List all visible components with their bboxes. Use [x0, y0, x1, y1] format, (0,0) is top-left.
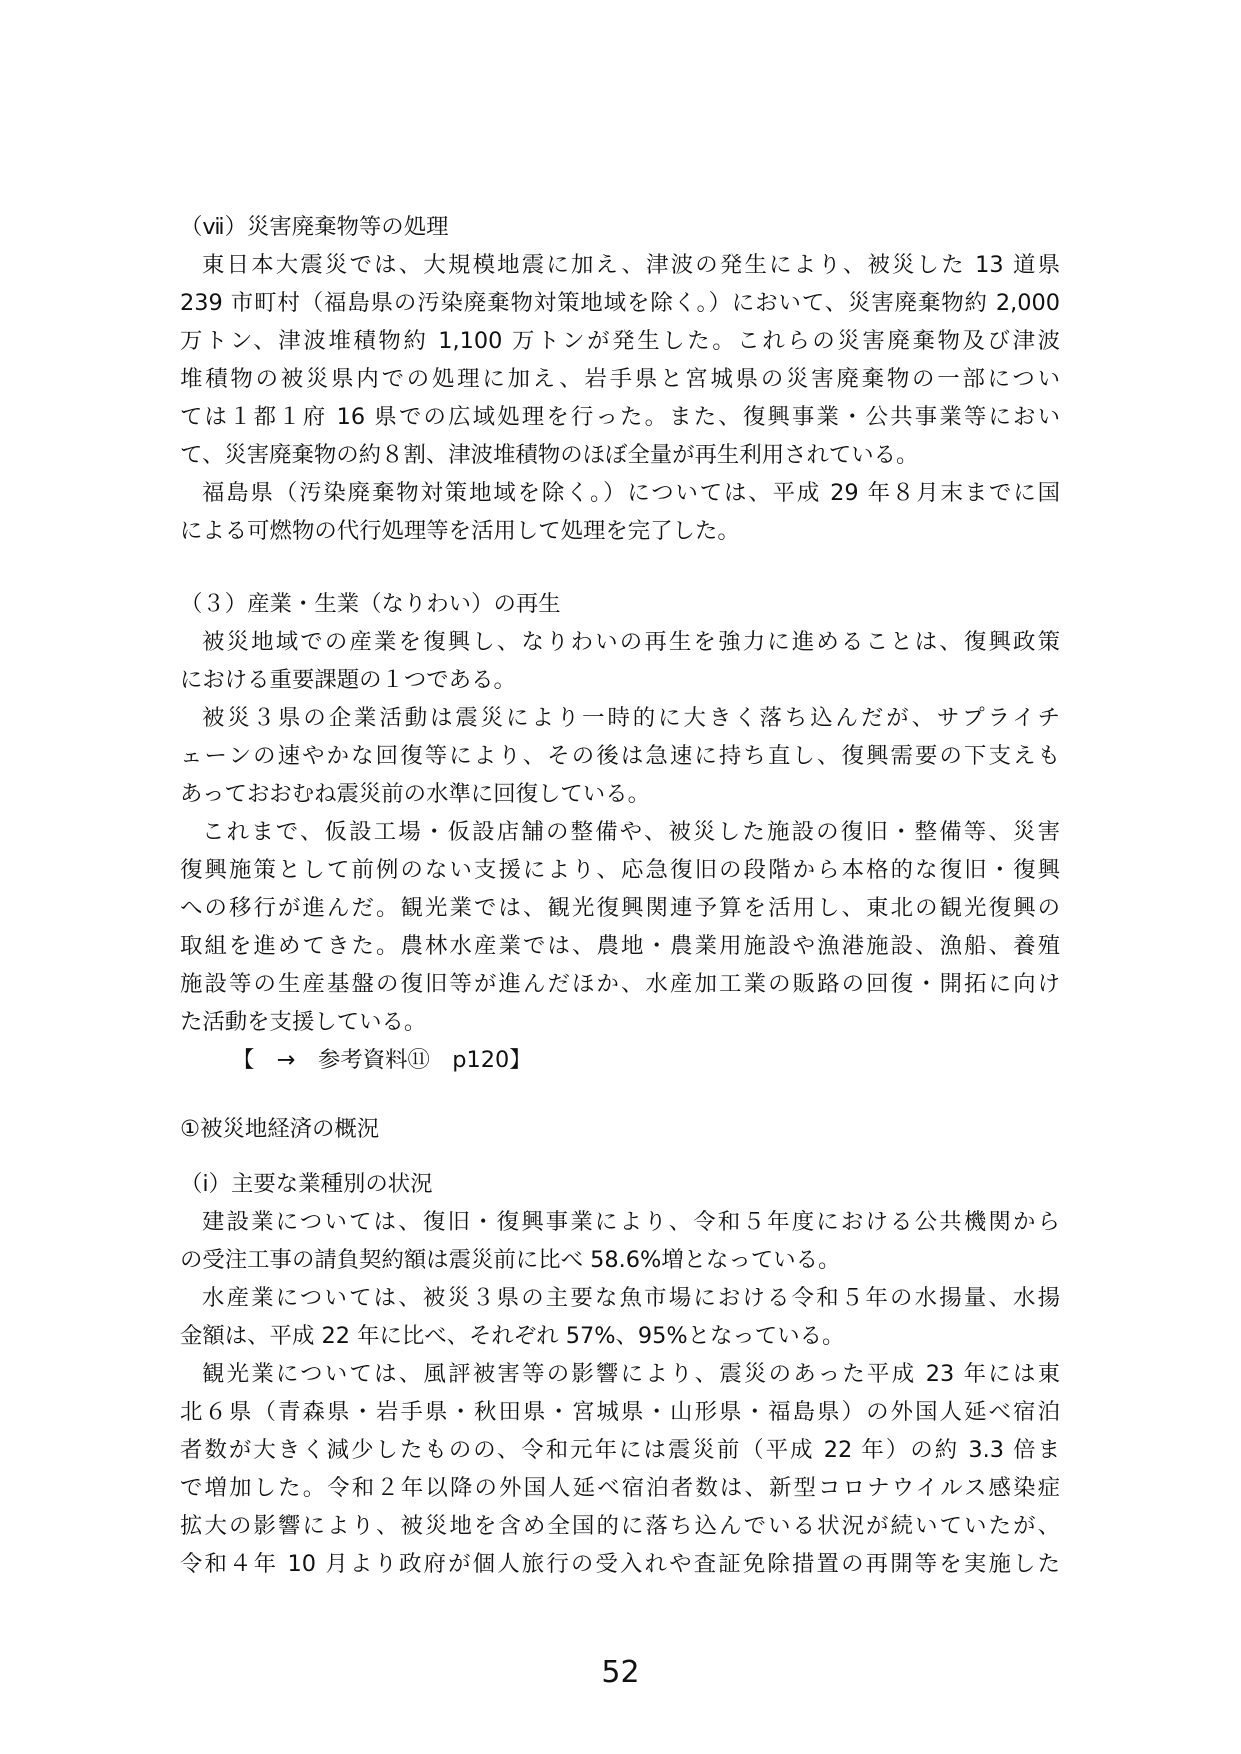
paragraph-line: ェーンの速やかな回復等により、その後は急速に持ち直し、復興需要の下支えも [180, 743, 1060, 769]
paragraph-line: 北６県（青森県・岩手県・秋田県・宮城県・山形県・福島県）の外国人延べ宿泊 [180, 1399, 1060, 1425]
paragraph-line: あっておおむね震災前の水準に回復している。 [180, 781, 650, 807]
paragraph-line: 者数が大きく減少したものの、令和元年には震災前（平成 22 年）の約 3.3 倍ま [180, 1437, 1060, 1463]
paragraph-line: で増加した。令和２年以降の外国人延べ宿泊者数は、新型コロナウイルス感染症 [180, 1475, 1060, 1501]
paragraph-line: 復興施策として前例のない支援により、応急復旧の段階から本格的な復旧・復興 [180, 857, 1060, 883]
paragraph-line: による可燃物の代行処理等を活用して処理を完了した。 [180, 518, 740, 544]
paragraph-line: の受注工事の請負契約額は震災前に比べ 58.6%増となっている。 [180, 1247, 841, 1273]
paragraph-line: 拡大の影響により、被災地を含め全国的に落ち込んでいる状況が続いていたが、 [180, 1513, 1060, 1539]
paragraph-line: た活動を支援している。 [180, 1009, 427, 1035]
paragraph-line: 令和４年 10 月より政府が個人旅行の受入れや査証免除措置の再開等を実施した [180, 1551, 1060, 1577]
reference-note: 【 → 参考資料⑪ p120】 [232, 1047, 532, 1073]
section-i-heading: （ⅰ）主要な業種別の状況 [180, 1171, 433, 1197]
paragraph-line: 万トン、津波堆積物約 1,100 万トンが発生した。これらの災害廃棄物及び津波 [180, 328, 1060, 354]
paragraph-line: 取組を進めてきた。農林水産業では、農地・農業用施設や漁港施設、漁船、養殖 [180, 933, 1060, 959]
paragraph-line: これまで、仮設工場・仮設店舗の整備や、被災した施設の復旧・整備等、災害 [202, 819, 1060, 845]
paragraph-line: 施設等の生産基盤の復旧等が進んだほか、水産加工業の販路の回復・開拓に向け [180, 971, 1060, 997]
subsection-1-heading: ①被災地経済の概況 [180, 1116, 380, 1142]
paragraph-line: 観光業については、風評被害等の影響により、震災のあった平成 23 年には東 [202, 1361, 1060, 1387]
paragraph-line: 金額は、平成 22 年に比べ、それぞれ 57%、95%となっている。 [180, 1323, 845, 1349]
paragraph-line: における重要課題の１つである。 [180, 667, 516, 693]
paragraph-line: ては１都１府 16 県での広域処理を行った。また、復興事業・公共事業等におい [180, 404, 1060, 430]
paragraph-line: 建設業については、復旧・復興事業により、令和５年度における公共機関から [202, 1209, 1060, 1235]
paragraph-line: 堆積物の被災県内での処理に加え、岩手県と宮城県の災害廃棄物の一部につい [180, 366, 1060, 392]
paragraph-line: 東日本大震災では、大規模地震に加え、津波の発生により、被災した 13 道県 [202, 252, 1060, 278]
paragraph-line: 被災３県の企業活動は震災により一時的に大きく落ち込んだが、サプライチ [202, 705, 1060, 731]
paragraph-line: 福島県（汚染廃棄物対策地域を除く。）については、平成 29 年８月末までに国 [202, 480, 1060, 506]
paragraph-line: 被災地域での産業を復興し、なりわいの再生を強力に進めることは、復興政策 [202, 629, 1060, 655]
section-vii-heading: （ⅶ）災害廃棄物等の処理 [180, 214, 449, 240]
section-3-heading: （３）産業・生業（なりわい）の再生 [180, 591, 561, 617]
paragraph-line: 水産業については、被災３県の主要な魚市場における令和５年の水揚量、水揚 [202, 1285, 1060, 1311]
page-number: 52 [601, 1655, 640, 1690]
paragraph-line: への移行が進んだ。観光業では、観光復興関連予算を活用し、東北の観光復興の [180, 895, 1060, 921]
paragraph-line: 239 市町村（福島県の汚染廃棄物対策地域を除く。）において、災害廃棄物約 2,000 [180, 290, 1060, 316]
paragraph-line: て、災害廃棄物の約８割、津波堆積物のほぼ全量が再生利用されている。 [180, 442, 919, 468]
